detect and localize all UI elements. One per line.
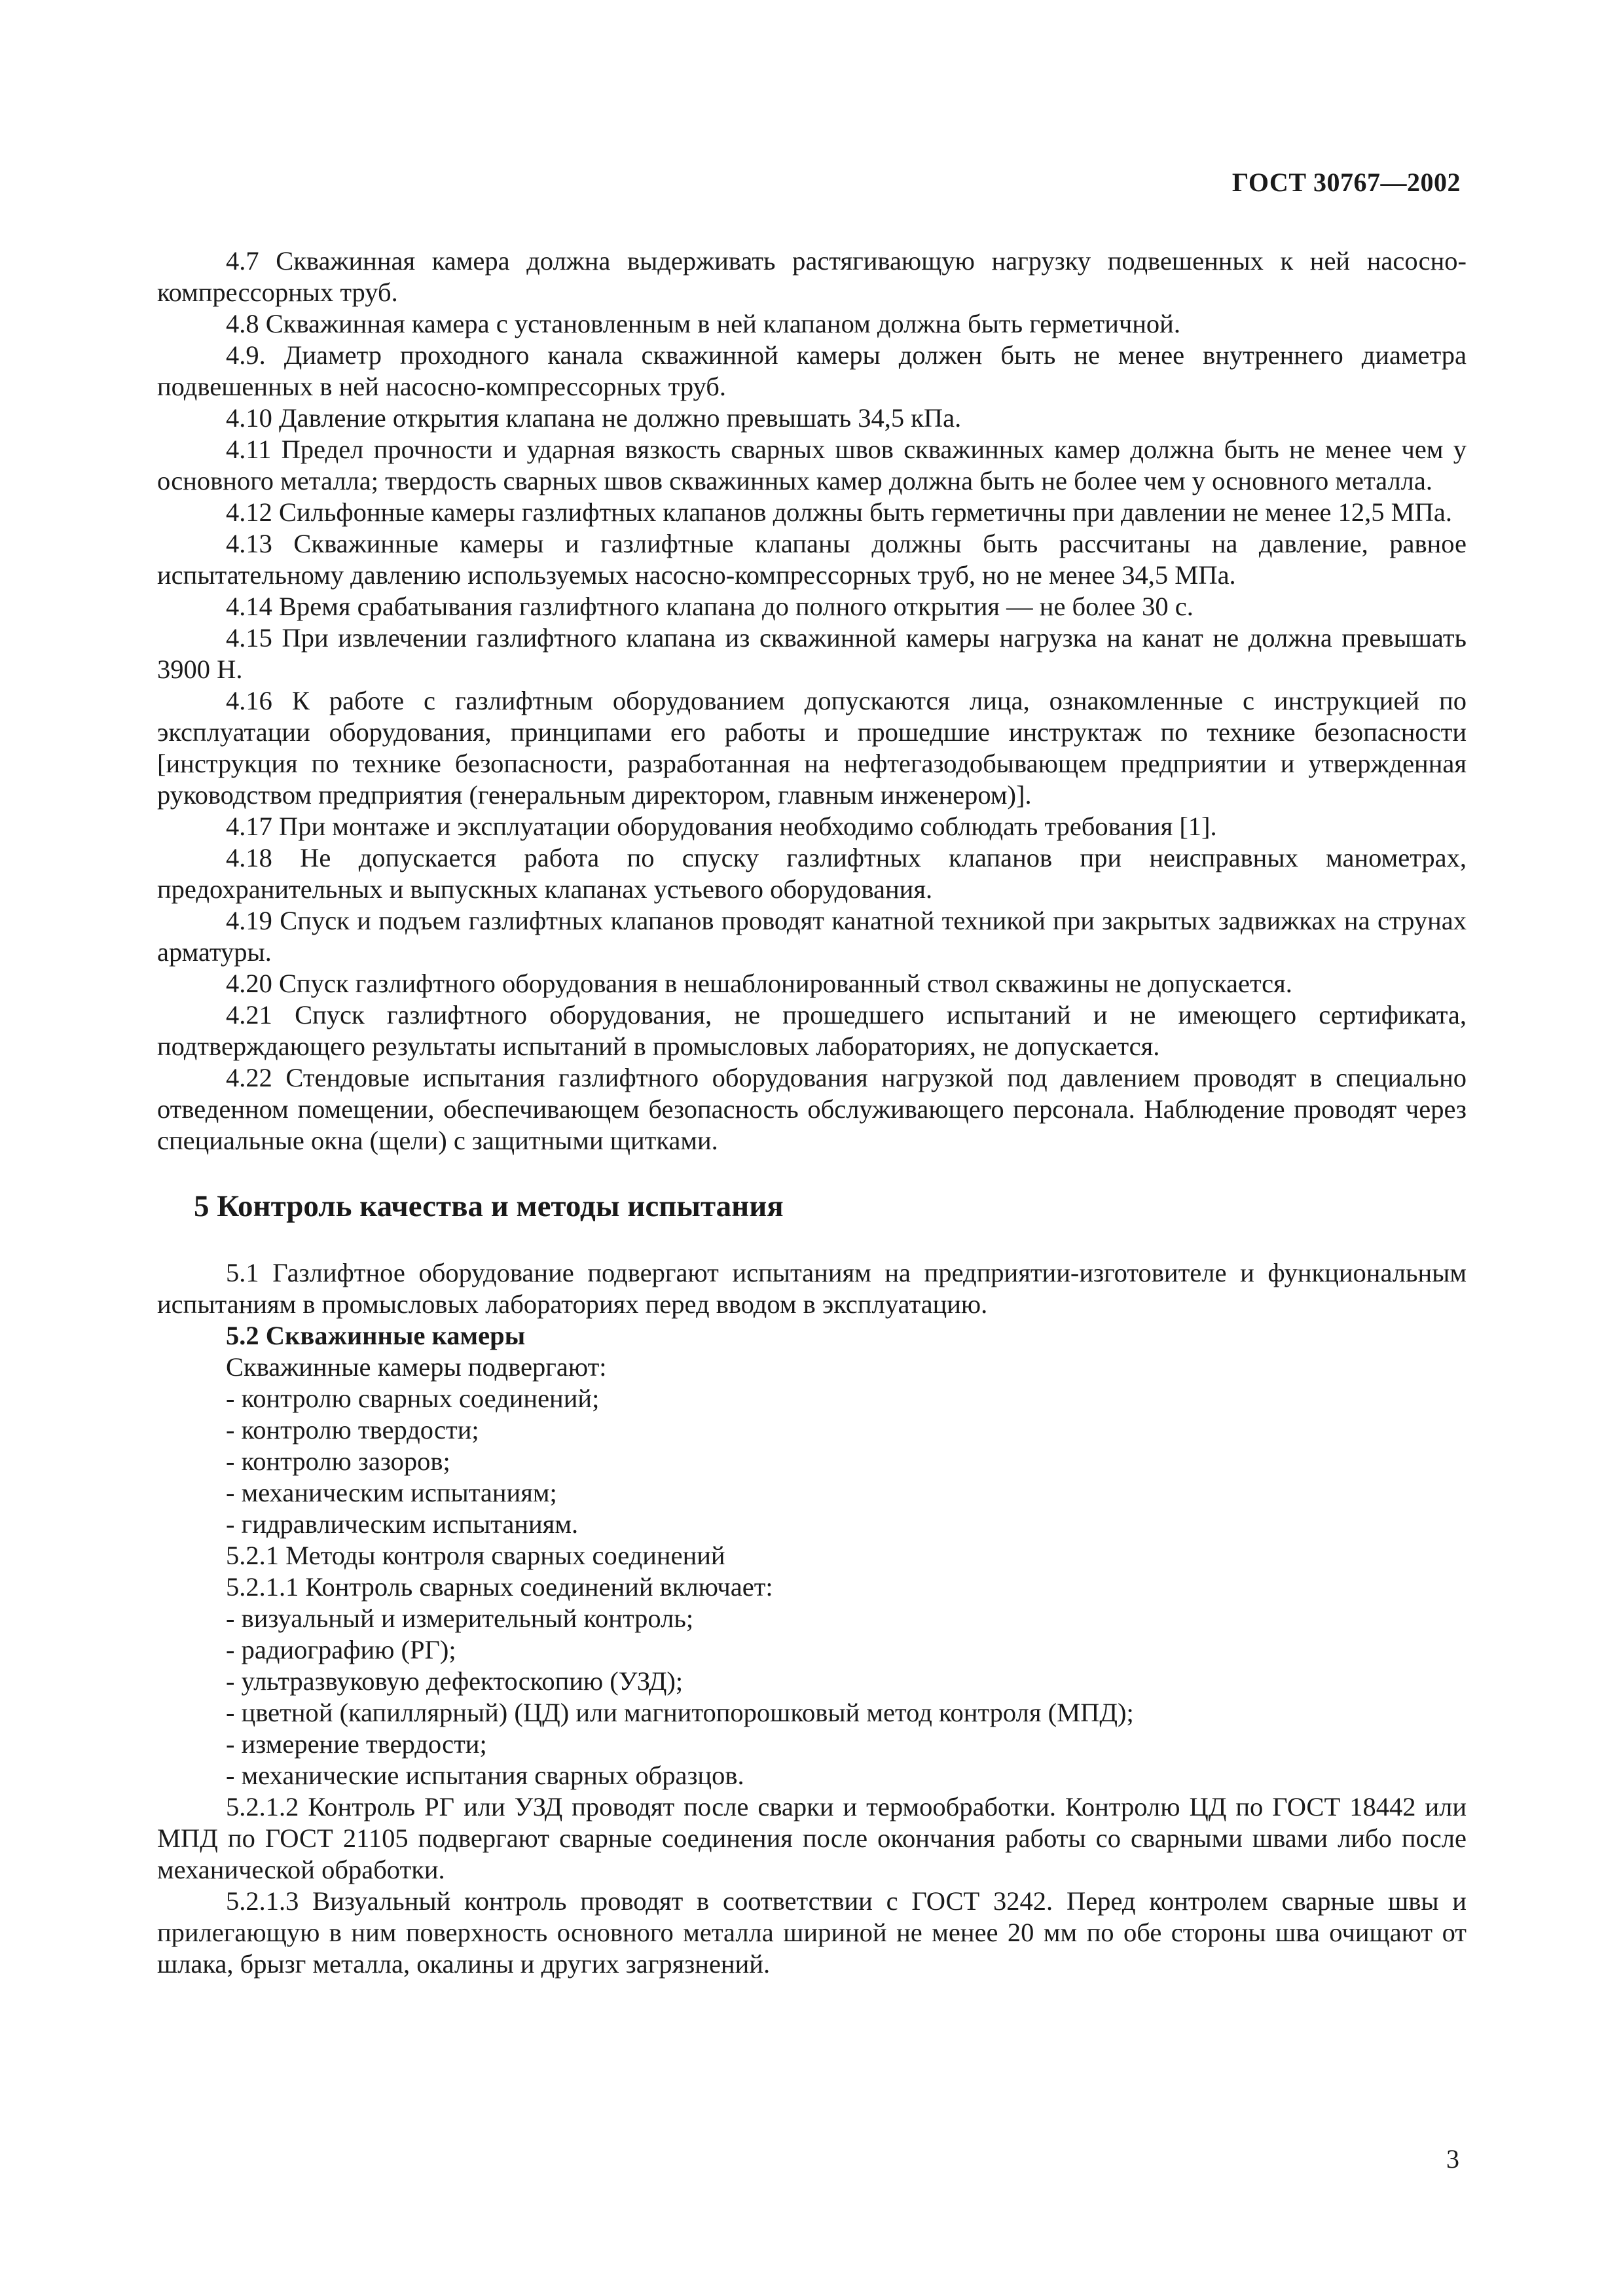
clause-4-12: 4.12 Сильфонные камеры газлифтных клапанов должны быть герметичны при давлении не менее 12,5 МПа. [226,497,1452,527]
subhead-5-2: 5.2 Скважинные камеры [226,1321,526,1350]
clause-5-2-1: 5.2.1 Методы контроля сварных соединений [226,1541,725,1570]
intro-5-2: Скважинные камеры подвергают: [226,1352,607,1382]
list-item: - радиографию (РГ); [226,1635,456,1664]
clause-4-21: 4.21 Спуск газлифтного оборудования, не прошедшего испытаний и не имеющего сертификата, подтверждающего результаты испытаний в промысловых лабораториях, не допускается. [157,1000,1467,1061]
clause-4-9: 4.9. Диаметр проходного канала скважинной камеры должен быть не менее внутреннего диаметра подвешенных в ней насосно-компрессорных труб. [157,340,1467,401]
clause-4-22: 4.22 Стендовые испытания газлифтного оборудования нагрузкой под давлением проводят в специально отведенном помещении, обеспечивающем безопасность обслуживающего персонала. Наблюдение проводят через специальные окна (щели) с защитными щитками. [157,1063,1467,1155]
list-item: - ультразвуковую дефектоскопию (УЗД); [226,1666,684,1696]
clause-4-17: 4.17 При монтаже и эксплуатации оборудования необходимо соблюдать требования [1]. [226,812,1217,841]
clause-5-2-1-2: 5.2.1.2 Контроль РГ или УЗД проводят после сварки и термообработки. Контролю ЦД по ГОСТ 18442 или МПД по ГОСТ 21105 подвергают сварные соединения после окончания работы со сварными швами либо после механической обработки. [157,1792,1467,1884]
clause-4-19: 4.19 Спуск и подъем газлифтных клапанов проводят канатной техникой при закрытых задвижках на струнах арматуры. [157,906,1467,967]
clause-4-20: 4.20 Спуск газлифтного оборудования в нешаблонированный ствол скважины не допускается. [226,969,1292,998]
list-item: - цветной (капиллярный) (ЦД) или магнитопорошковый метод контроля (МПД); [226,1698,1134,1727]
list-item: - измерение твердости; [226,1729,487,1759]
clause-5-1: 5.1 Газлифтное оборудование подвергают испытаниям на предприятии-изготовителе и функциональным испытаниям в промысловых лабораториях перед вводом в эксплуатацию. [157,1258,1467,1319]
document-body [157,245,1467,1980]
document-header: ГОСТ 30767—2002 [1231,168,1461,197]
list-item: - механические испытания сварных образцов. [226,1761,744,1790]
clause-4-18: 4.18 Не допускается работа по спуску газлифтных клапанов при неисправных манометрах, предохранительных и выпускных клапанах устьевого оборудования. [157,843,1467,904]
clause-4-11: 4.11 Предел прочности и ударная вязкость сварных швов скважинных камер должна быть не менее чем у основного металла; твердость сварных швов скважинных камер должна быть не более чем у основного металла. [157,435,1467,495]
clause-4-16: 4.16 К работе с газлифтным оборудованием допускаются лица, ознакомленные с инструкцией по эксплуатации оборудования, принципами его работы и прошедшие инструктаж по технике безопасности [инструкция по технике безопасности, разработанная на нефтегазодобывающем предприятии и утвержденная руководством предприятия (генеральным директором, главным инженером)]. [157,686,1467,810]
clause-5-2-1-1: 5.2.1.1 Контроль сварных соединений включает: [226,1572,773,1602]
list-item: - гидравлическим испытаниям. [226,1509,579,1539]
page-number: 3 [1446,2144,1459,2174]
clause-5-2-1-3: 5.2.1.3 Визуальный контроль проводят в соответствии с ГОСТ 3242. Перед контролем сварные швы и прилегающую в ним поверхность основного металла шириной не менее 20 мм по обе стороны шва очищают от шлака, брызг металла, окалины и других загрязнений. [157,1886,1467,1979]
clause-4-15: 4.15 При извлечении газлифтного клапана из скважинной камеры нагрузка на канат не должна превышать 3900 Н. [157,623,1467,684]
clause-4-14: 4.14 Время срабатывания газлифтного клапана до полного открытия — не более 30 с. [226,592,1194,621]
clause-4-10: 4.10 Давление открытия клапана не должно превышать 34,5 кПа. [226,403,962,433]
clause-4-7: 4.7 Скважинная камера должна выдерживать растягивающую нагрузку подвешенных к ней насосно-компрессорных труб. [157,246,1467,307]
clause-4-13: 4.13 Скважинные камеры и газлифтные клапаны должны быть рассчитаны на давление, равное испытательному давлению используемых насосно-компрессорных труб, но не менее 34,5 МПа. [157,529,1467,590]
list-item: - визуальный и измерительный контроль; [226,1604,694,1633]
list-item: - механическим испытаниям; [226,1478,557,1507]
list-item: - контролю зазоров; [226,1446,450,1476]
list-item: - контролю сварных соединений; [226,1384,600,1413]
list-item: - контролю твердости; [226,1415,479,1444]
section-title: 5 Контроль качества и методы испытания [194,1189,784,1223]
clause-4-8: 4.8 Скважинная камера с установленным в ней клапаном должна быть герметичной. [226,309,1180,338]
